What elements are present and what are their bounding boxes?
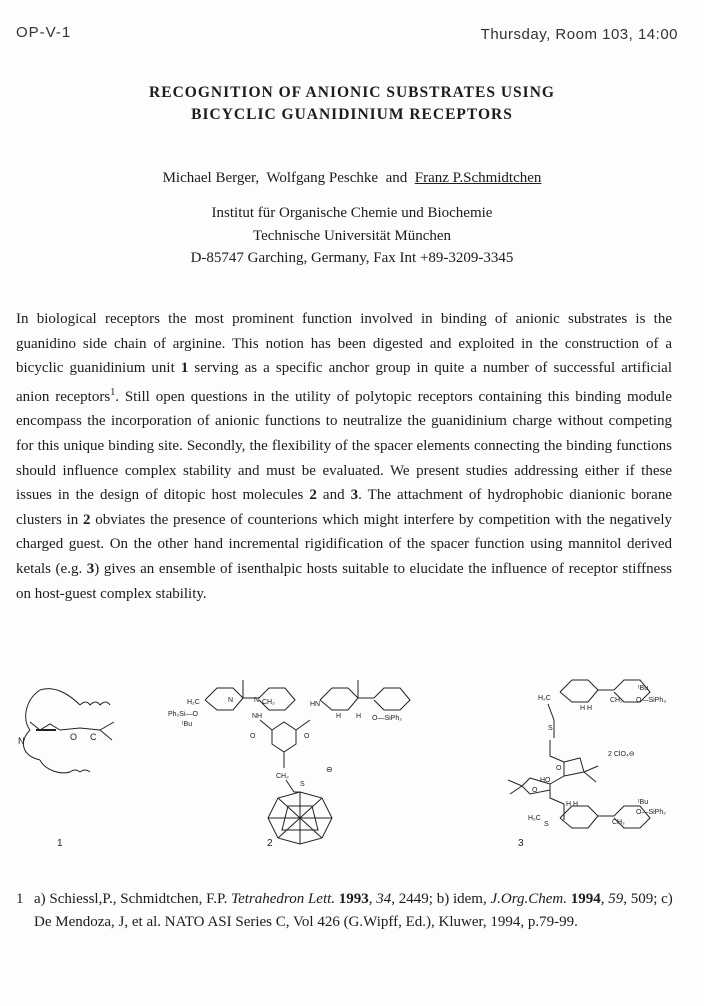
citation-mark: 1: [110, 386, 116, 398]
fig3-tbu-bot: ᵗBu: [638, 799, 649, 806]
fig1-atom-o: O: [70, 732, 78, 742]
fig3-s-bot: S: [544, 821, 549, 828]
fig2-nh: NH: [252, 713, 263, 720]
fig2-hn: HN: [310, 701, 321, 708]
compound-ref: 3: [86, 560, 95, 577]
author-1: Michael Berger,: [162, 170, 260, 186]
author-list: [0, 170, 704, 187]
fig3-tbu-top: ᵗBu: [638, 685, 649, 692]
fig2-s: S: [300, 781, 305, 788]
structure-3: [508, 680, 666, 828]
title-line-1: RECOGNITION OF ANIONIC SUBSTRATES USING: [149, 84, 555, 101]
fig3-h2c-bot: H₂C: [528, 815, 541, 822]
compound-ref: 2: [309, 487, 317, 504]
compound-ref: 2: [82, 511, 91, 528]
affiliation-line-1: Institut für Organische Chemie und Biochemie: [211, 205, 493, 221]
session-slot: Thursday, Room 103, 14:00: [480, 26, 678, 43]
fig2-ch2s: CH₂: [276, 773, 289, 780]
compound-ref: 1: [180, 360, 189, 377]
author-3-presenting: Franz P.Schmidtchen: [414, 170, 542, 186]
figure-label-2: 2: [267, 838, 273, 849]
session-code: OP-V-1: [16, 24, 72, 41]
abstract-body: In biological receptors the most prominent function involved in binding of anionic substrates is the guanidino side chain of arginine. This notion has been digested and exploited in the construction of a bicyclic guanidinium unit 1 serving as a specific anchor group in quite a number of successful artificial anion receptors$^1$. Still open questions in the utility of polytopic receptors containing this binding module encompass the incorporation of anionic functions to neutralize the guanidinium charge without competing for this unique binding site. Secondly, the flexibility of the spacer elements connecting the binding functions should influence complex stability and must be evaluated. We present studies addressing either if these issues in the design of ditopic host molecules 2 and 3. The attachment of hydrophobic dianionic borane clusters in 2 obviates the presence of counterions which might interfere by competition with the negatively charged guest. On the other hand incremental rigidification of the spacer function using mannitol derived ketals (e.g. 3) gives an ensemble of isenthalpic hosts suitable to elucidate the influence of receptor stiffness on host-guest complex stability.: [16, 311, 673, 602]
fig3-ho: HO: [540, 777, 551, 784]
fig2-h-left: H: [336, 713, 342, 720]
fig3-salt: 2 ClO₄⊖: [608, 751, 635, 758]
structure-2: [168, 680, 410, 844]
affiliation-line-2: Technische Universität München: [252, 227, 452, 244]
fig3-o-a: O: [556, 765, 562, 772]
author-conjunction: and: [385, 170, 408, 186]
fig2-o2: O: [304, 733, 310, 740]
fig3-o-b: O: [532, 787, 538, 794]
fig2-tbu: ᵗBu: [182, 721, 193, 728]
fig3-hh-bot: H H: [566, 801, 579, 808]
fig1-atom-c: C: [90, 732, 97, 742]
structure-1: [18, 689, 114, 773]
reference-number: 1: [16, 891, 24, 907]
compound-ref: 3: [350, 487, 359, 504]
affiliation-line-3: D-85747 Garching, Germany, Fax Int +89-3209-3345: [190, 250, 514, 266]
fig2-ch2: CH₂: [262, 699, 275, 706]
structure-figures: [0, 660, 704, 860]
author-2: Wolfgang Peschke: [266, 170, 379, 186]
affiliation: [0, 202, 704, 270]
fig3-ch2-top: CH₂: [610, 697, 623, 704]
fig2-charge: ⊖: [326, 765, 333, 774]
figure-label-3: 3: [518, 838, 524, 849]
fig3-hh-top: H H: [580, 705, 593, 712]
fig1-atom-n: N: [18, 736, 25, 746]
fig3-osi-bot: O—SiPh₂: [636, 809, 666, 816]
fig3-ch2-bot: CH₂: [612, 819, 625, 826]
fig2-h-right: H: [356, 713, 362, 720]
fig3-osi-top: O—SiPh₃: [636, 697, 667, 704]
fig3-s-top: S: [548, 725, 553, 732]
fig2-n-plus: N: [254, 697, 260, 704]
fig2-h2c: H₂C: [187, 699, 200, 706]
journal-name: J.Org.Chem.: [490, 891, 567, 907]
title-line-2: BICYCLIC GUANIDINIUM RECEPTORS: [191, 106, 513, 123]
fig2-sip: O—SiPh₂: [372, 715, 402, 722]
fig2-osi: Ph₂Si—O: [168, 711, 198, 718]
fig2-o1: O: [250, 733, 256, 740]
fig3-h2c-top: H₂C: [538, 695, 551, 702]
fig2-n-left: N: [228, 697, 234, 704]
reference-footnote: 1 a) Schiessl,P., Schmidtchen, F.P. Tetrahedron Lett. 1993, 34, 2449; b) idem, J.Org.Chem. 1994, 59, 509; c) De Mendoza, J, et al. NATO ASI Series C, Vol 426 (G.Wipff, Ed.), Kluwer, 1994, p.79-99.: [16, 888, 676, 933]
paper-title: [0, 82, 704, 126]
figure-label-1: 1: [57, 838, 63, 849]
journal-name: Tetrahedron Lett.: [231, 891, 336, 907]
